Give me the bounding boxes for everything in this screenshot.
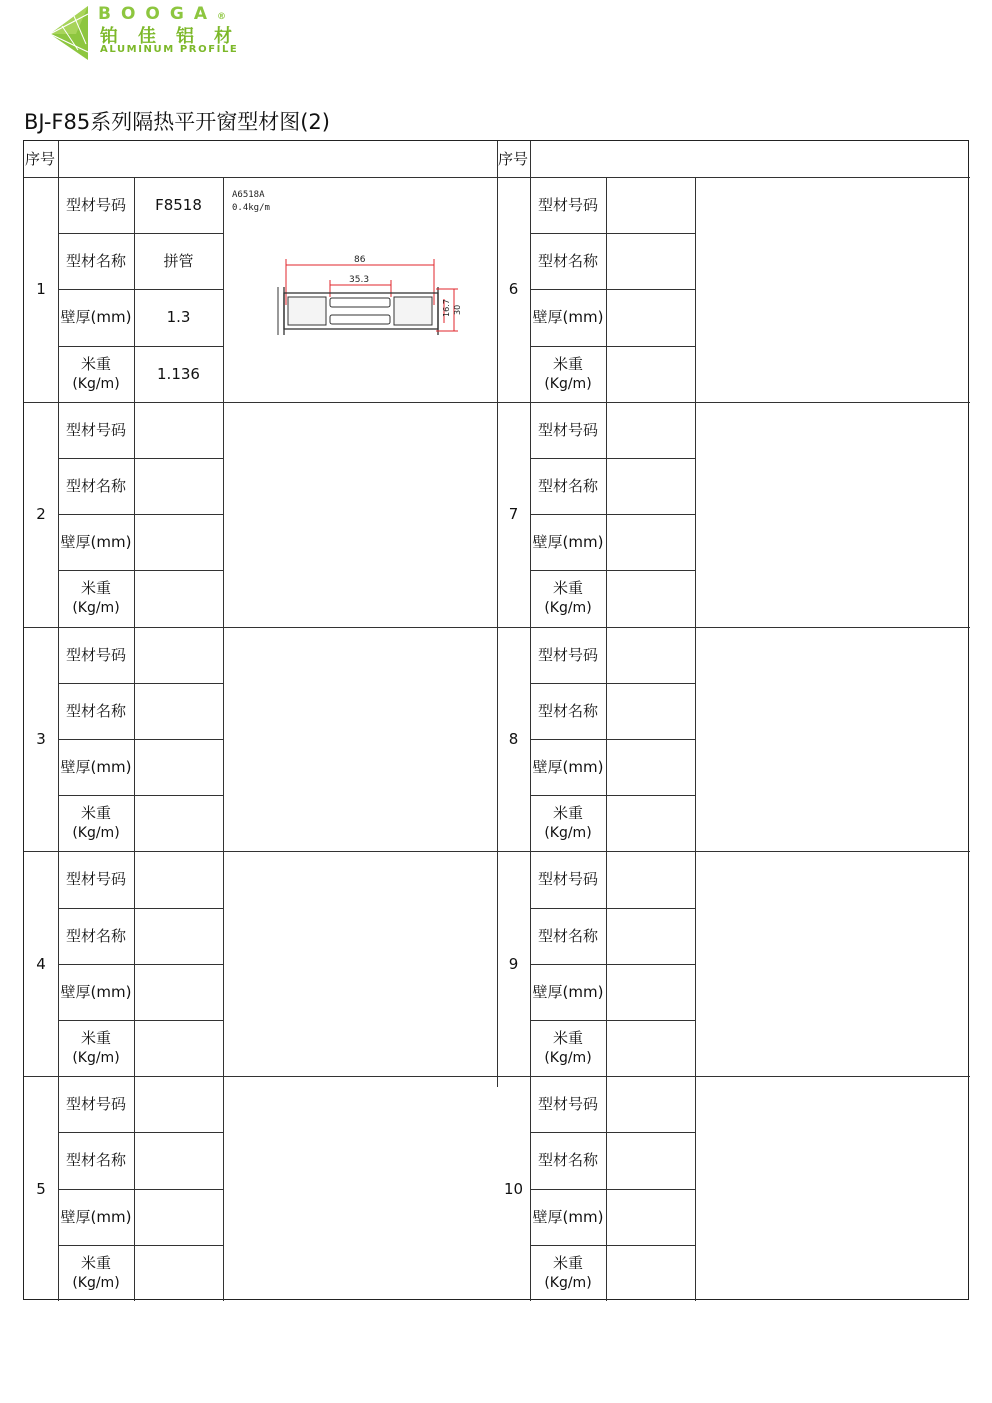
row-index: 8 [508,729,519,748]
label-weight [530,1245,606,1301]
profile-drawing [226,185,496,385]
col-line [695,627,696,852]
value-code [134,851,223,907]
label-line: 型材名称 [537,701,598,720]
label-line: 壁厚(mm) [532,308,604,327]
label-line: 型材号码 [537,420,598,439]
label-weight [58,1245,134,1301]
col-line [695,177,696,402]
row-index: 3 [36,729,46,748]
label-line: 壁厚(mm) [60,308,132,327]
col-line [223,402,224,627]
col-line [695,1076,696,1301]
label-line: 型材名称 [65,926,126,945]
label-name [58,908,134,964]
value-thickness: 1.3 [166,308,191,327]
value-weight: 1.136 [157,364,200,383]
header-index-label: 序号 [25,150,56,168]
value-weight [134,1245,223,1301]
label-code [530,177,606,233]
label-weight [530,570,606,626]
profile-table [23,140,969,1300]
value-code [134,627,223,683]
label-line: 型材名称 [65,252,126,271]
label-name [58,683,134,739]
label-weight [530,1020,606,1076]
label-code [530,1076,606,1132]
profile-chamber [288,297,326,325]
label-thickness [530,289,606,345]
label-line: 型材名称 [537,252,598,271]
label-line: (Kg/m) [544,600,592,617]
label-name [58,458,134,514]
label-weight [530,346,606,402]
value-weight [134,1020,223,1076]
label-line: (Kg/m) [544,375,592,392]
header-index-label: 序号 [498,150,529,168]
value-thickness [134,1189,223,1245]
row-index: 4 [36,954,46,973]
dim-width-label: 86 [354,255,366,265]
label-thickness [58,289,134,345]
value-name [134,683,223,739]
col-line [223,1076,224,1301]
label-line: (Kg/m) [544,825,592,842]
label-line: 型材名称 [537,1151,598,1170]
label-line: 米重 [552,354,583,373]
label-code [58,402,134,458]
col-line [223,627,224,852]
label-line: (Kg/m) [72,1050,120,1067]
label-thickness [58,1189,134,1245]
col-line [223,177,224,402]
label-line: 米重 [552,804,583,823]
part-code: A6518A [232,190,265,200]
profile-chamber [394,297,432,325]
value-name [134,458,223,514]
label-line: 型材号码 [65,1095,126,1114]
value-name [134,1132,223,1188]
label-line: 米重 [552,1029,583,1048]
label-line: (Kg/m) [72,1274,120,1291]
label-line: 型材号码 [537,870,598,889]
label-line: 米重 [80,804,111,823]
label-line: 米重 [80,1029,111,1048]
label-code [58,1076,134,1132]
label-line: 型材名称 [537,926,598,945]
part-weight: 0.4kg/m [232,203,270,213]
label-name [530,233,606,289]
label-line: 型材号码 [65,196,126,215]
label-line: 型材号码 [537,1095,598,1114]
dim-height-label: 30 [453,304,462,315]
label-line: 壁厚(mm) [532,533,604,552]
row-index: 5 [36,1179,46,1198]
label-thickness [530,964,606,1020]
row-index: 9 [508,954,519,973]
label-line: 壁厚(mm) [60,533,132,552]
registered-mark: ® [216,12,226,22]
row-index: 1 [36,280,46,299]
value-thickness [134,514,223,570]
label-line: 型材号码 [537,645,598,664]
logo-leaf-icon [48,4,98,62]
label-weight [58,570,134,626]
thermal-strip [330,315,390,324]
label-line: 米重 [80,354,111,373]
label-line: 壁厚(mm) [60,982,132,1001]
label-name [530,908,606,964]
label-thickness [530,739,606,795]
label-line: 型材号码 [65,870,126,889]
value-name [134,908,223,964]
value-code [134,402,223,458]
label-line: 型材号码 [65,420,126,439]
label-line: 米重 [552,1253,583,1272]
label-line: 型材名称 [537,477,598,496]
label-code [58,627,134,683]
label-thickness [58,964,134,1020]
label-line: 壁厚(mm) [532,982,604,1001]
label-line: 壁厚(mm) [532,758,604,777]
value-weight [134,795,223,851]
row-index: 2 [36,505,46,524]
row-index: 7 [508,505,519,524]
label-name [530,1132,606,1188]
brand-name-en-text: BOOGA [98,4,217,24]
label-line: 型材名称 [65,477,126,496]
label-line: (Kg/m) [544,1274,592,1291]
row-index: 10 [503,1179,524,1198]
label-code [58,851,134,907]
label-weight [58,795,134,851]
label-line: 米重 [80,579,111,598]
label-line: 型材号码 [65,645,126,664]
label-thickness [58,739,134,795]
label-line: 型材名称 [65,701,126,720]
label-line: 型材号码 [537,196,598,215]
value-weight [134,570,223,626]
label-code [530,627,606,683]
label-code [58,177,134,233]
label-line: 型材名称 [65,1151,126,1170]
label-thickness [530,1189,606,1245]
page-title: BJ-F85系列隔热平开窗型材图(2) [24,110,330,134]
thermal-strip [330,298,390,307]
label-line: 米重 [80,1253,111,1272]
label-name [530,683,606,739]
label-weight [58,1020,134,1076]
col-line [695,402,696,627]
value-thickness [134,964,223,1020]
value-thickness [134,739,223,795]
dim-height-inner-label: 16.7 [442,299,451,317]
label-weight [530,795,606,851]
brand-subtitle: ALUMINUM PROFILE [100,44,239,55]
label-line: 壁厚(mm) [60,1207,132,1226]
label-thickness [58,514,134,570]
label-code [530,402,606,458]
label-name [58,233,134,289]
dim-inner-label: 35.3 [349,275,370,285]
label-thickness [530,514,606,570]
label-line: 壁厚(mm) [60,758,132,777]
label-line: (Kg/m) [544,1050,592,1067]
label-name [530,458,606,514]
label-weight [58,346,134,402]
col-line [695,851,696,1076]
label-name [58,1132,134,1188]
value-code: F8518 [155,196,202,215]
label-code [530,851,606,907]
col-line [223,851,224,1076]
label-line: 壁厚(mm) [532,1207,604,1226]
value-name: 拼管 [163,252,194,271]
label-line: (Kg/m) [72,825,120,842]
label-line: (Kg/m) [72,600,120,617]
label-line: (Kg/m) [72,375,120,392]
label-line: 米重 [552,579,583,598]
brand-name-en [98,4,226,24]
value-code [134,1076,223,1132]
brand-name-cn: 铂佳铝材 [100,26,252,47]
row-index: 6 [508,280,519,299]
